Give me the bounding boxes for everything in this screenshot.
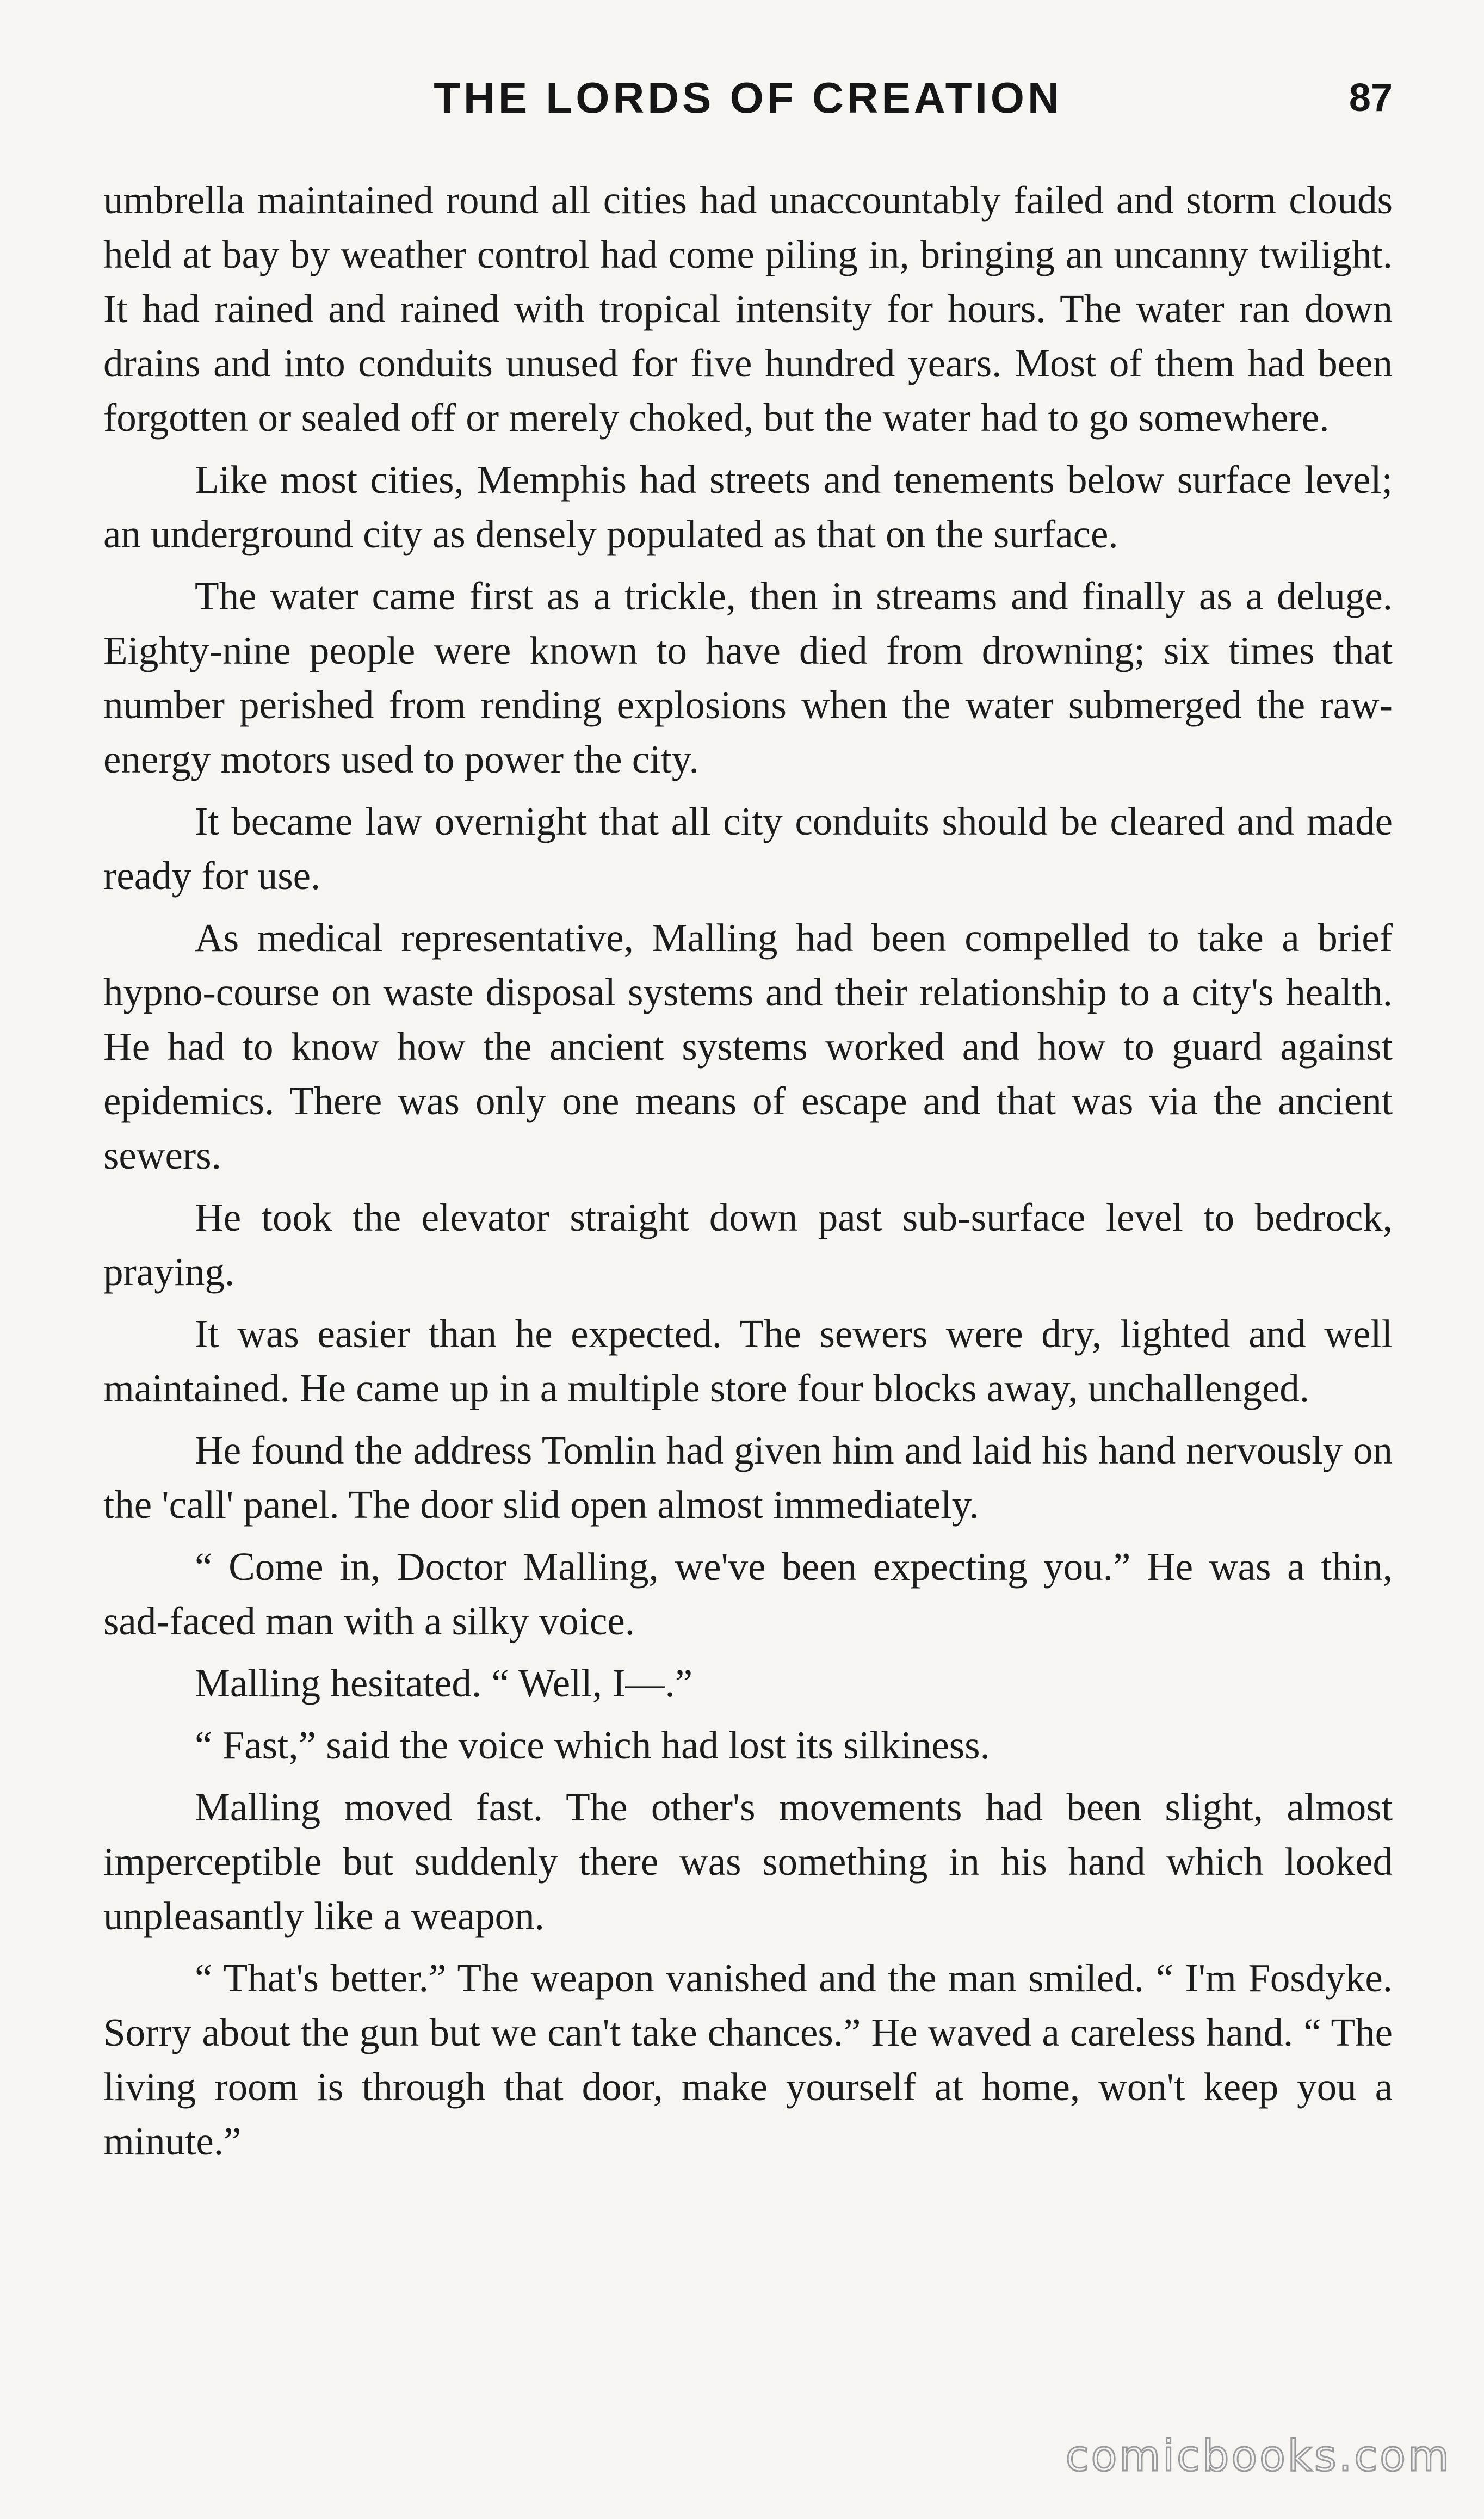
paragraph: “ Come in, Doctor Malling, we've been expecting you.” He was a thin, sad-faced man with a silky voice. [103,1545,1393,1643]
paragraph: “ Fast,” said the voice which had lost its silkiness. [195,1723,990,1767]
paragraph: Malling moved fast. The other's movements had been slight, almost imperceptible but suddenly there was something in his hand which looked unpleasantly like a weapon. [103,1785,1393,1938]
paragraph: As medical representative, Malling had been compelled to take a brief hypno-course on waste disposal systems and their relationship to a city's health. He had to know how the ancient systems worked and how to guard against epidemics. There was only one means of escape and that was via the ancient sewers. [103,916,1393,1177]
running-title: THE LORDS OF CREATION [434,73,1062,122]
paragraph: It became law overnight that all city conduits should be cleared and made ready for use. [103,799,1393,898]
paragraph-continued: umbrella maintained round all cities had unaccountably failed and storm clouds held at bay by weather control had come piling in, bringing an uncanny twilight. It had rained and rained with tropical intensity for hours. The water ran down drains and into conduits unused for five hundred years. Most of them had been forgotten or sealed off or merely choked, but the water had to go somewhere. [103,178,1393,440]
body-text [103,173,1393,2176]
paragraph: It was easier than he expected. The sewers were dry, lighted and well maintained. He came up in a multiple store four blocks away, unchallenged. [103,1312,1393,1410]
paragraph: “ That's better.” The weapon vanished and the man smiled. “ I'm Fosdyke. Sorry about the gun but we can't take chances.” He waved a careless hand. “ The living room is through that door, make yourself at home, won't keep you a minute.” [103,1956,1393,2163]
paragraph: He took the elevator straight down past sub-surface level to bedrock, praying. [103,1195,1393,1294]
paragraph: The water came first as a trickle, then in streams and finally as a deluge. Eighty-nine people were known to have died from drowning; six times that number perished from rending explosions when the water submerged the raw-energy motors used to power the city. [103,574,1393,781]
watermark: comicbooks.com [1065,2432,1451,2481]
paragraph: He found the address Tomlin had given him and laid his hand nervously on the 'call' panel. The door slid open almost immediately. [103,1428,1393,1527]
page-header [103,65,1393,131]
paragraph: Like most cities, Memphis had streets and tenements below surface level; an underground city as densely populated as that on the surface. [103,458,1393,556]
page-number: 87 [1349,76,1393,120]
paragraph: Malling hesitated. “ Well, I—.” [195,1661,693,1705]
